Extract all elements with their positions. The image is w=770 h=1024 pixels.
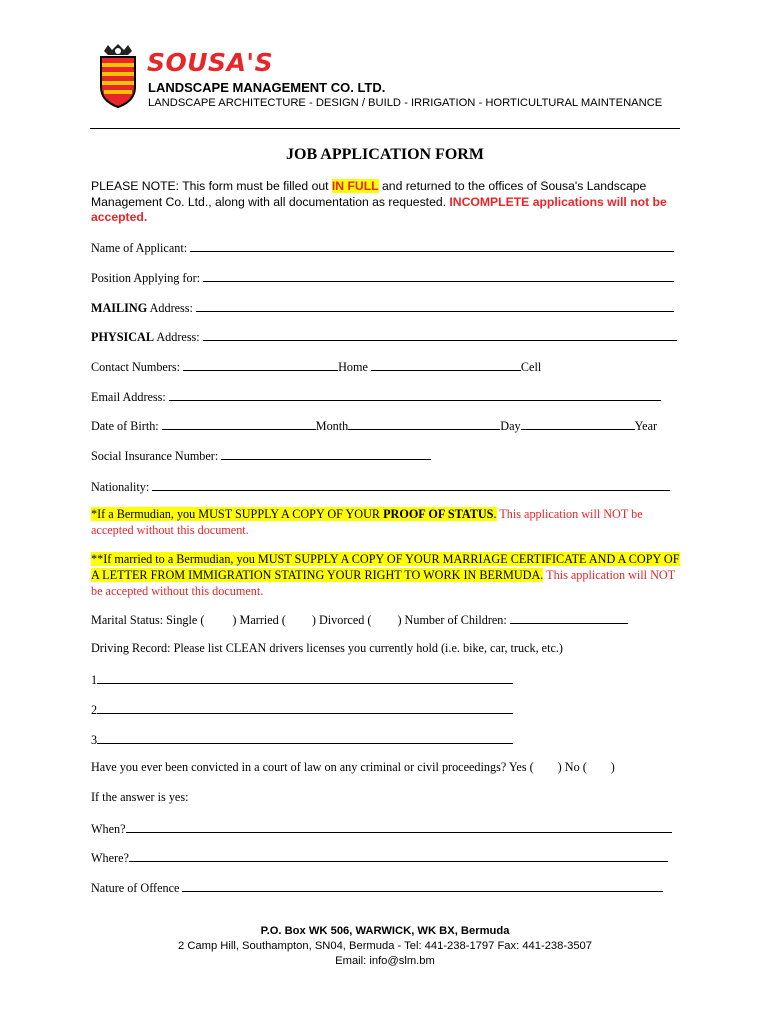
physical-field — [91, 328, 677, 345]
license-3 — [91, 731, 513, 748]
instruction-note — [91, 179, 681, 226]
position-label: Position Applying for: — [91, 271, 201, 285]
marital-divorced-label: ) Divorced ( — [311, 613, 372, 627]
email-input-line[interactable] — [169, 388, 661, 401]
home-input-line[interactable] — [183, 358, 338, 371]
license-3-input-line[interactable] — [97, 731, 513, 744]
month-input-line[interactable] — [162, 417, 316, 430]
when-label: When? — [91, 822, 126, 836]
marital-married-label: ) Married ( — [232, 613, 286, 627]
bermudian-highlight-a: *If a Bermudian, you MUST SUPPLY A COPY OF YOUR — [91, 507, 384, 521]
crest-logo — [98, 43, 138, 109]
year-input-line[interactable] — [521, 417, 635, 430]
marital-single-label: Marital Status: Single ( — [91, 613, 205, 627]
note-text-2: and returned to the offices of Sousa's Landscape Management Co. Ltd., along with all documentation as requested. — [91, 179, 647, 209]
contact-label: Contact Numbers: — [91, 360, 181, 374]
mailing-label-bold: MAILING — [91, 301, 148, 315]
footer-address: 2 Camp Hill, Southampton, SN04, Bermuda - Tel: 441-238-1797 Fax: 441-238-3507 — [178, 940, 592, 952]
position-input-line[interactable] — [203, 269, 674, 282]
where-input-line[interactable] — [129, 849, 668, 862]
married-warning: This application will NOT be accepted without this document. — [91, 568, 675, 598]
brand-name: SOUSA'S — [147, 48, 274, 77]
sin-field — [91, 447, 431, 464]
year-label: Year — [634, 419, 658, 433]
contact-field — [91, 358, 541, 375]
marital-field — [91, 611, 628, 628]
note-text: PLEASE NOTE: This form must be filled out — [91, 179, 332, 193]
conviction-question-label: Have you ever been convicted in a court of law on any criminal or civil proceedings? Yes ( — [91, 760, 534, 774]
company-tagline: LANDSCAPE ARCHITECTURE - DESIGN / BUILD - IRRIGATION - HORTICULTURAL MAINTENANCE — [148, 97, 663, 109]
no-close: ) — [610, 760, 615, 774]
day-input-line[interactable] — [348, 417, 500, 430]
cell-label: Cell — [520, 360, 542, 374]
footer-po-box: P.O. Box WK 506, WARWICK, WK BX, Bermuda — [260, 925, 510, 937]
header-divider — [90, 128, 680, 129]
nationality-field — [91, 478, 670, 495]
bermudian-highlight-c: . — [493, 507, 497, 521]
children-label: ) Number of Children: — [397, 613, 507, 627]
when-input-line[interactable] — [126, 820, 672, 833]
physical-input-line[interactable] — [203, 328, 677, 341]
license-2-number: 2 — [91, 703, 98, 717]
nature-field — [91, 879, 663, 896]
proof-of-status: PROOF OF STATUS — [383, 507, 494, 521]
name-label: Name of Applicant: — [91, 241, 188, 255]
bermudian-warning: This application will NOT be accepted without this document. — [91, 507, 643, 537]
license-2-input-line[interactable] — [97, 701, 513, 714]
footer-email: Email: info@slm.bm — [335, 955, 435, 967]
physical-label-bold: PHYSICAL — [91, 330, 154, 344]
license-2 — [91, 701, 513, 718]
where-field — [91, 849, 668, 866]
email-label: Email Address: — [91, 390, 166, 404]
conviction-question — [91, 760, 615, 775]
mailing-label: Address: — [147, 301, 193, 315]
dob-label: Date of Birth: — [91, 419, 159, 433]
note-warning: INCOMPLETE applications will not be accepted. — [91, 194, 667, 224]
name-field — [91, 239, 674, 256]
nationality-label: Nationality: — [91, 480, 150, 494]
nature-label: Nature of Offence — [91, 881, 180, 895]
no-label: ) No ( — [557, 760, 587, 774]
nature-input-line[interactable] — [182, 879, 663, 892]
cell-input-line[interactable] — [371, 358, 521, 371]
day-label: Day — [500, 419, 521, 433]
sin-input-line[interactable] — [221, 447, 431, 460]
license-1 — [91, 671, 513, 688]
license-1-number: 1 — [91, 673, 98, 687]
where-label: Where? — [91, 851, 129, 865]
mailing-input-line[interactable] — [196, 299, 674, 312]
bermudian-requirement — [91, 506, 681, 538]
position-field — [91, 269, 674, 286]
note-highlight: IN FULL — [331, 179, 379, 193]
name-input-line[interactable] — [190, 239, 674, 252]
physical-label: Address: — [153, 330, 200, 344]
company-name: LANDSCAPE MANAGEMENT CO. LTD. — [148, 80, 386, 95]
children-input-line[interactable] — [510, 611, 628, 624]
sin-label: Social Insurance Number: — [91, 449, 219, 463]
license-3-number: 3 — [91, 733, 98, 747]
form-title: JOB APPLICATION FORM — [286, 146, 484, 163]
nationality-input-line[interactable] — [152, 478, 670, 491]
license-1-input-line[interactable] — [97, 671, 513, 684]
married-requirement — [91, 551, 681, 599]
married-highlight: **If married to a Bermudian, you MUST SUPPLY A COPY OF YOUR MARRIAGE CERTIFICATE AND A COPY OF A LETTER FROM IMMIGRATION STATING YOUR RIGHT TO WORK IN BERMUDA. — [91, 552, 680, 582]
mailing-field — [91, 299, 674, 316]
home-label: Home — [338, 360, 368, 374]
when-field — [91, 820, 672, 837]
month-label: Month — [315, 419, 349, 433]
dob-field — [91, 417, 657, 434]
if-yes-label: If the answer is yes: — [91, 790, 189, 804]
email-field — [91, 388, 661, 405]
driving-label: Driving Record: Please list CLEAN drivers licenses you currently hold (i.e. bike, car, truck, etc.) — [91, 641, 563, 655]
